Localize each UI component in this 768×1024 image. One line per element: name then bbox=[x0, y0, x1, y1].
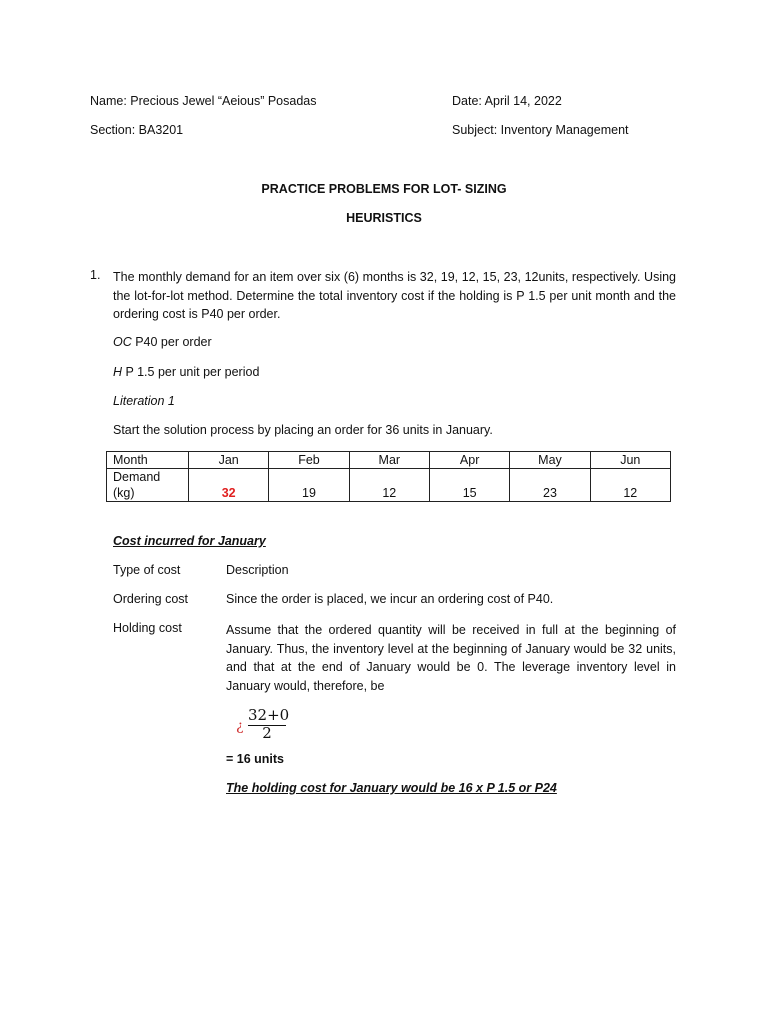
document-title: PRACTICE PROBLEMS FOR LOT- SIZING bbox=[261, 182, 507, 196]
row-label-line1: Demand bbox=[113, 470, 161, 484]
cost-heading: Cost incurred for January bbox=[113, 534, 266, 548]
start-instruction: Start the solution process by placing an order for 36 units in January. bbox=[113, 423, 493, 437]
section: Section: BA3201 bbox=[90, 123, 184, 137]
table-row bbox=[107, 469, 671, 502]
fraction-prefix: ¿ bbox=[236, 718, 244, 734]
result-units: = 16 units bbox=[226, 752, 285, 766]
h-label: H bbox=[113, 365, 123, 379]
demand-cell: 12 bbox=[590, 469, 670, 502]
header-cell: May bbox=[510, 452, 590, 469]
holding-cost-conclusion: The holding cost for January would be 16 x P 1.5 or P24 bbox=[226, 781, 557, 795]
row-label-line2: (kg) bbox=[113, 486, 135, 500]
date: Date: April 14, 2022 bbox=[452, 94, 562, 108]
header-cell: Feb bbox=[269, 452, 349, 469]
document-subtitle: HEURISTICS bbox=[346, 211, 422, 225]
student-name: Name: Precious Jewel “Aeious” Posadas bbox=[90, 94, 317, 108]
demand-cell-jan: 32 bbox=[189, 469, 269, 502]
header-cell: Mar bbox=[349, 452, 429, 469]
oc-label: OC bbox=[113, 335, 132, 349]
demand-cell: 15 bbox=[429, 469, 509, 502]
fraction-denominator: 2 bbox=[262, 724, 272, 742]
problem-text: The monthly demand for an item over six (6) months is 32, 19, 12, 15, 23, 12units, respectively. Using the lot-for-lot method. Determine the total inventory cost if the holding is P 1.5 per unit month and the ordering cost is P40 per order. bbox=[113, 270, 676, 321]
h-text: P 1.5 per unit per period bbox=[122, 365, 260, 379]
header-cell: Jan bbox=[189, 452, 269, 469]
problem-number: 1. bbox=[90, 268, 101, 282]
holding-cost-line bbox=[113, 365, 259, 379]
header-cell: Apr bbox=[429, 452, 509, 469]
subject: Subject: Inventory Management bbox=[452, 123, 629, 137]
holding-cost-description: Assume that the ordered quantity will be received in full at the beginning of January. Thus, the inventory level at the beginning of January would be 32 units, and that at the end of January would be 0. The leverage inventory level in January would, therefore, be bbox=[226, 623, 676, 693]
iteration-label: Literation 1 bbox=[113, 394, 175, 408]
demand-cell: 23 bbox=[510, 469, 590, 502]
description-label: Description bbox=[226, 563, 289, 577]
demand-table bbox=[106, 451, 671, 502]
demand-cell: 12 bbox=[349, 469, 429, 502]
header-cell: Month bbox=[107, 452, 189, 469]
row-label bbox=[107, 469, 189, 502]
ordering-cost-description: Since the order is placed, we incur an ordering cost of P40. bbox=[226, 592, 554, 606]
fraction-numerator: 32+0 bbox=[248, 706, 290, 724]
header-cell: Jun bbox=[590, 452, 670, 469]
ordering-cost-label: Ordering cost bbox=[113, 592, 189, 606]
holding-cost-label: Holding cost bbox=[113, 621, 182, 635]
table-header-row bbox=[107, 452, 671, 469]
demand-cell: 19 bbox=[269, 469, 349, 502]
ordering-cost-line bbox=[113, 335, 212, 349]
type-of-cost-label: Type of cost bbox=[113, 563, 181, 577]
oc-text: P40 per order bbox=[131, 335, 212, 349]
